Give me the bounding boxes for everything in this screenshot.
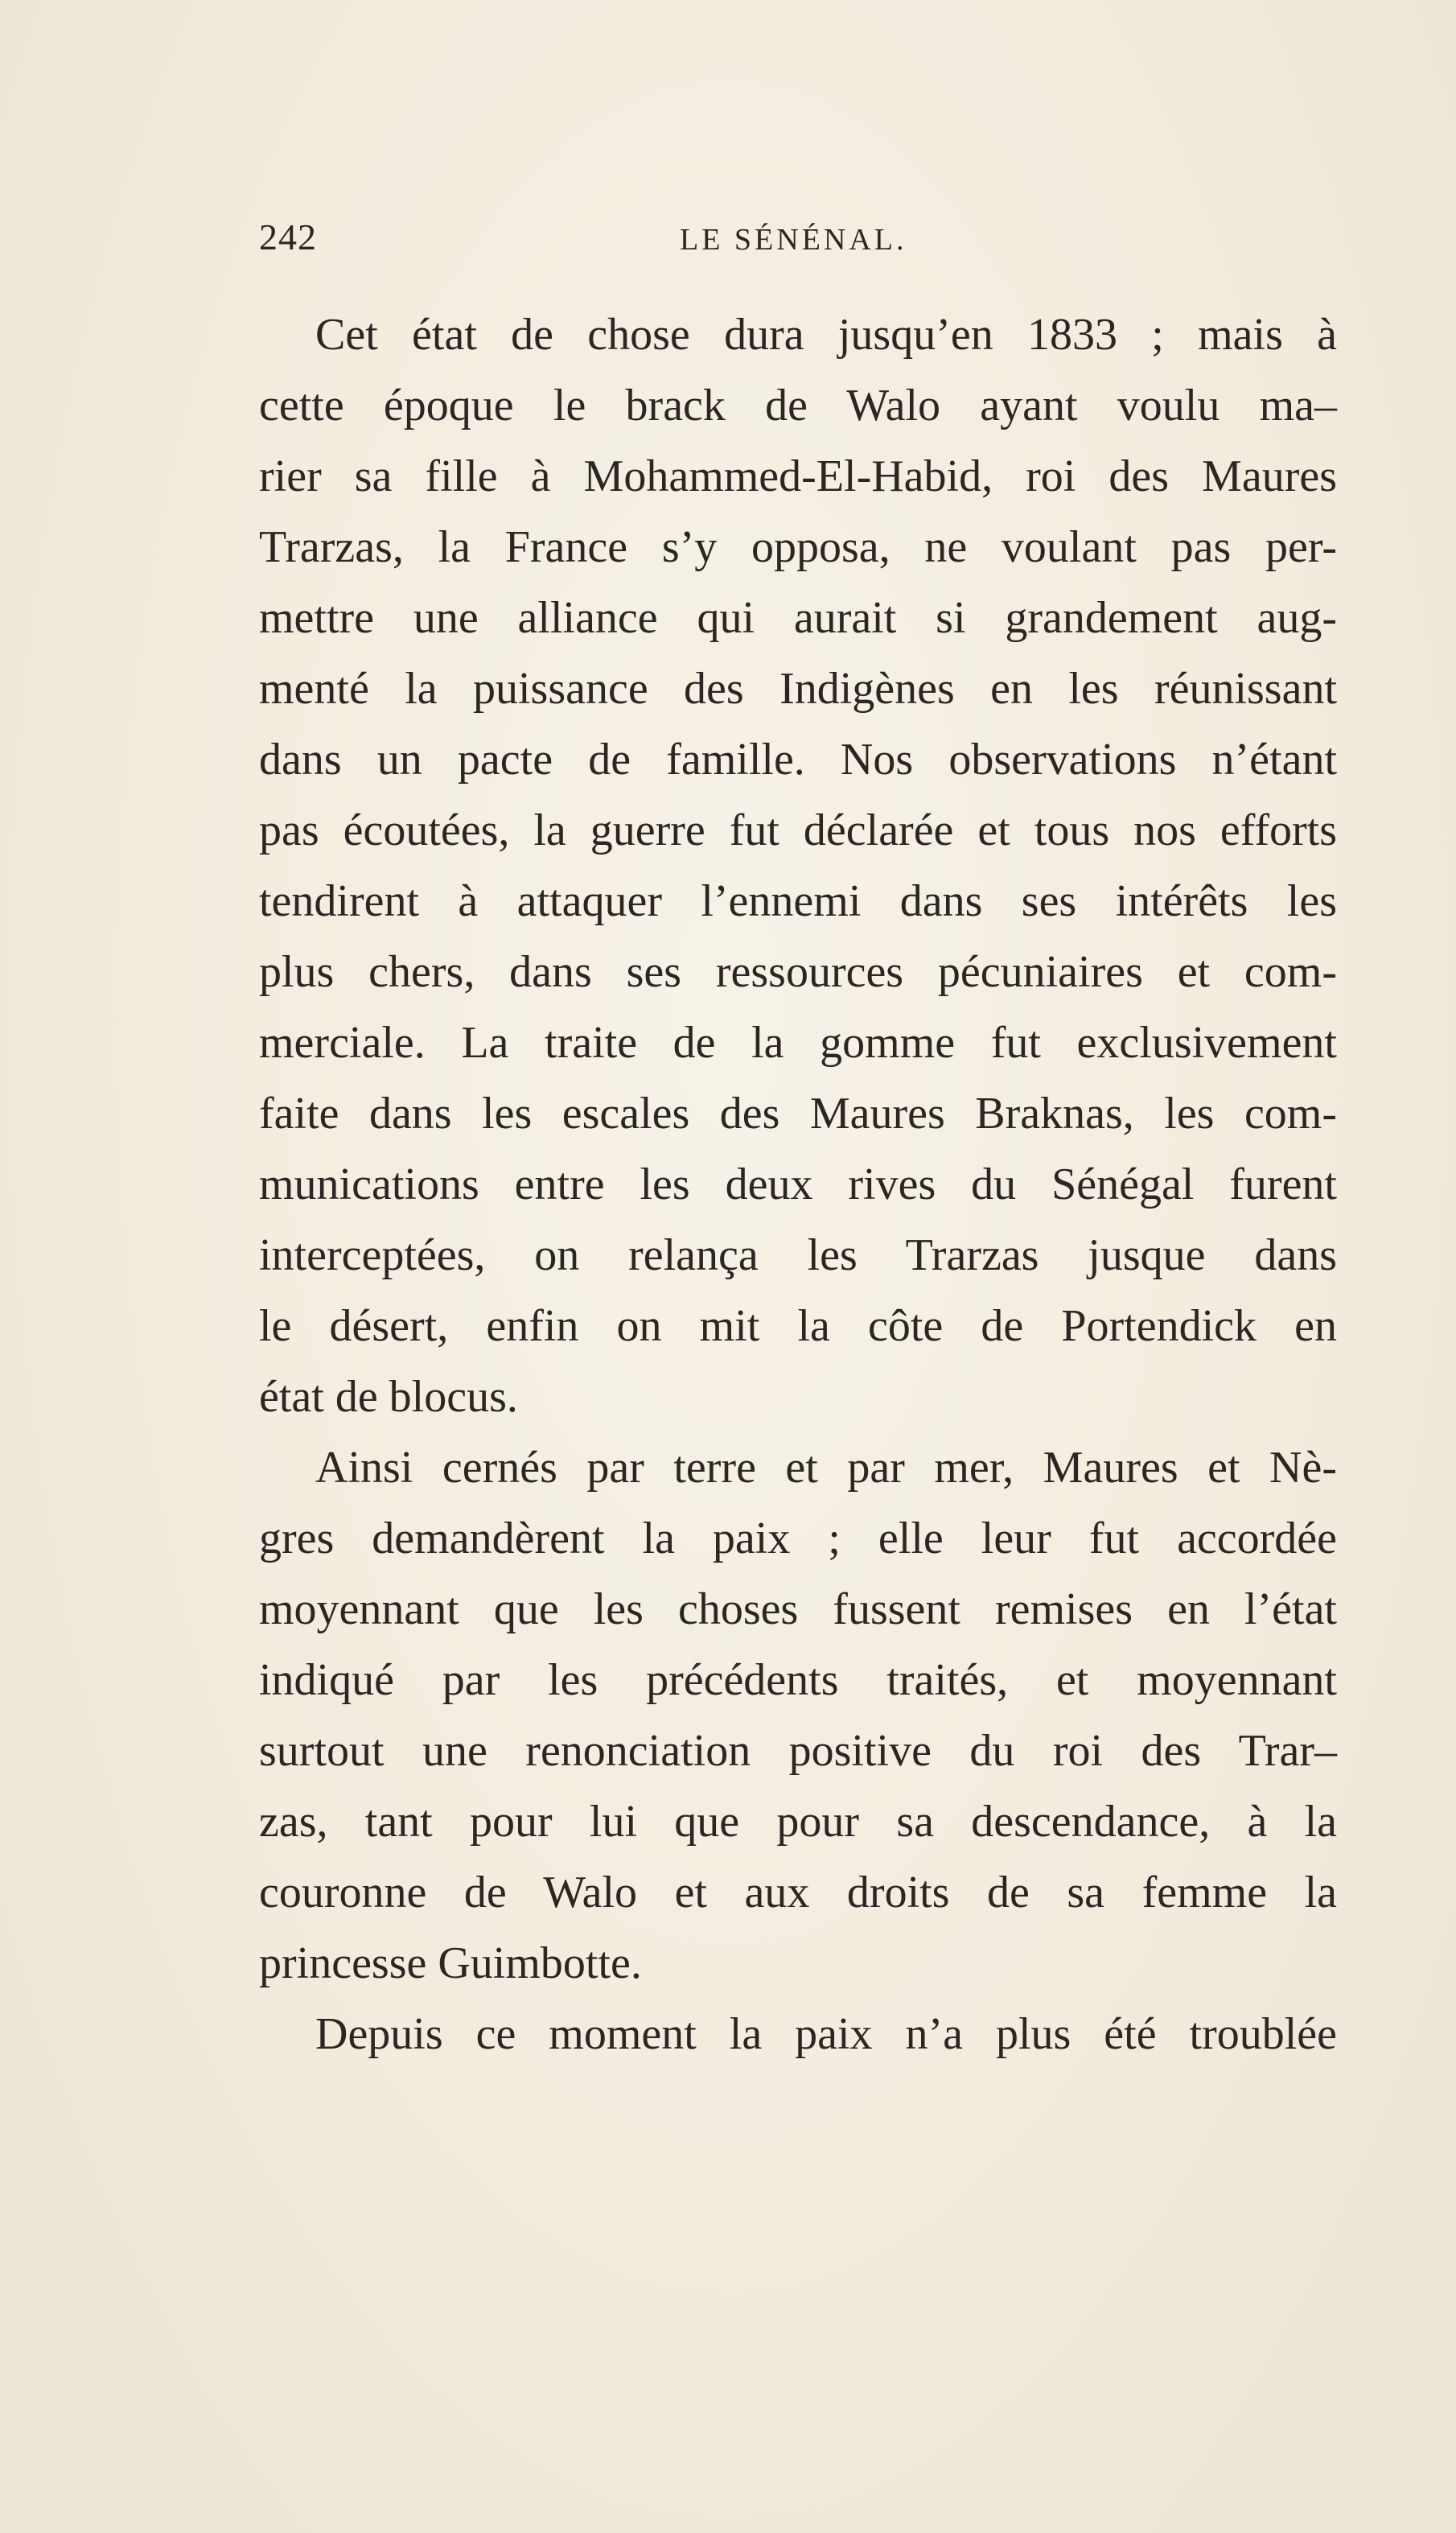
text-line: moyennant que les choses fussent remises en l’état (259, 1584, 1337, 1634)
text-line: état de blocus. (259, 1372, 518, 1422)
running-head: LE SÉNÉNAL. (680, 223, 907, 257)
text-line: Ainsi cernés par terre et par mer, Maures et Nè- (315, 1443, 1337, 1493)
text-line: Trarzas, la France s’y opposa, ne voulant pas per- (259, 522, 1337, 572)
text-line: faite dans les escales des Maures Braknas, les com- (259, 1089, 1337, 1139)
paragraph-3 (259, 1999, 1337, 2070)
text-line: couronne de Walo et aux droits de sa femme la (259, 1868, 1337, 1917)
page-number: 242 (259, 216, 317, 257)
text-line: Depuis ce moment la paix n’a plus été troublée (315, 2009, 1337, 2059)
text-line: mettre une alliance qui aurait si grandement aug- (259, 593, 1337, 643)
text-line: tendirent à attaquer l’ennemi dans ses intérêts les (259, 876, 1337, 926)
text-line: Cet état de chose dura jusqu’en 1833 ; mais à (315, 310, 1337, 360)
body-text (259, 299, 1337, 2070)
text-line: plus chers, dans ses ressources pécuniaires et com- (259, 947, 1337, 997)
page-header (259, 216, 1337, 264)
text-line: le désert, enfin on mit la côte de Portendick en (259, 1301, 1337, 1351)
text-line: interceptées, on relança les Trarzas jusque dans (259, 1230, 1337, 1280)
text-line: merciale. La traite de la gomme fut exclusivement (259, 1018, 1337, 1068)
text-line: dans un pacte de famille. Nos observations n’étant (259, 735, 1337, 785)
text-line: indiqué par les précédents traités, et moyennant (259, 1655, 1337, 1705)
text-line: princesse Guimbotte. (259, 1938, 642, 1988)
text-line: gres demandèrent la paix ; elle leur fut accordée (259, 1514, 1337, 1563)
text-line: zas, tant pour lui que pour sa descendance, à la (259, 1797, 1337, 1847)
text-line: pas écoutées, la guerre fut déclarée et tous nos efforts (259, 805, 1337, 855)
text-line: cette époque le brack de Walo ayant voulu ma– (259, 381, 1337, 430)
text-line: menté la puissance des Indigènes en les réunissant (259, 664, 1337, 714)
text-line: surtout une renonciation positive du roi des Trar– (259, 1726, 1337, 1776)
text-line: munications entre les deux rives du Sénégal furent (259, 1159, 1337, 1209)
paragraph-1 (259, 299, 1337, 1432)
text-line: rier sa fille à Mohammed-El-Habid, roi des Maures (259, 451, 1337, 501)
paragraph-2 (259, 1432, 1337, 1999)
